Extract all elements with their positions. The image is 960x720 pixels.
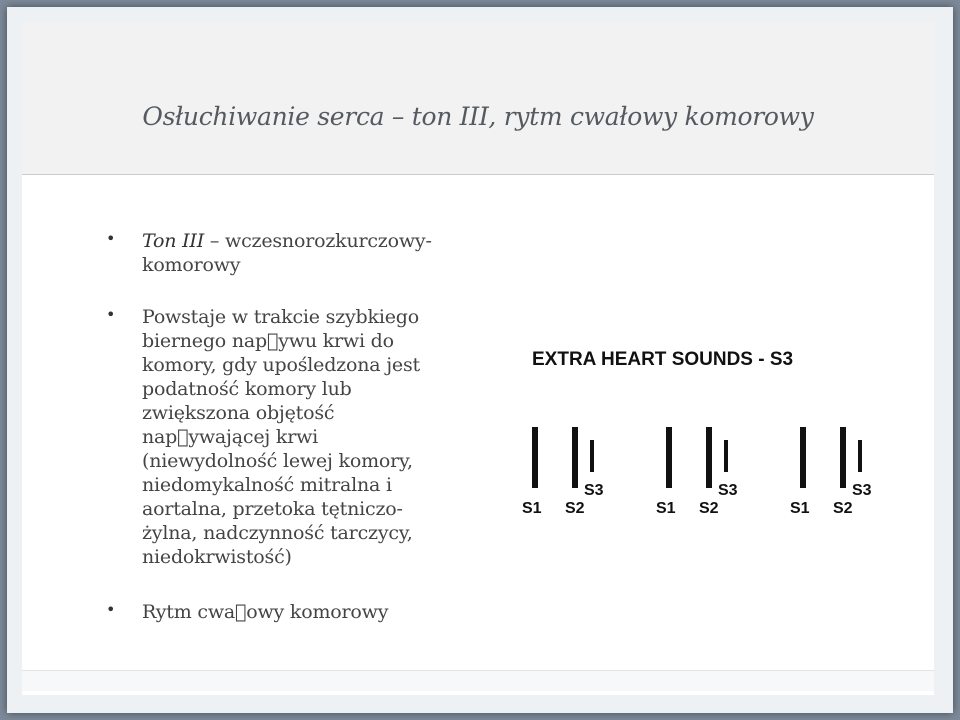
s1-bar: [800, 427, 806, 488]
s3-label: S3: [584, 482, 604, 499]
footer-strip: [22, 670, 934, 691]
bullet-marker: •: [106, 229, 116, 248]
s3-label: S3: [718, 482, 738, 499]
bullet-text: Powstaje w trakcie szybkiego biernego nap ywu krwi do komory, gdy upośledzona jest podatność komory lub zwiększona objętość nap ywającej krwi (niewydolność lewej komory, niedomykalność mitralna i aortalna, przetoka tętniczo-żylna, nadczynność tarczycy, niedokrwistość): [142, 306, 420, 568]
s1-label: S1: [790, 500, 810, 517]
bullet-text: Rytm cwa owy komorowy: [142, 601, 389, 623]
s3-bar: [590, 440, 594, 472]
s1-bar: [666, 427, 672, 488]
content-area: [22, 175, 934, 695]
s1-bar: [532, 427, 538, 488]
bullet-term: Ton III: [142, 230, 205, 252]
diagram-title: EXTRA HEART SOUNDS - S3: [532, 349, 794, 370]
s2-bar: [840, 427, 846, 488]
s2-bar: [572, 427, 578, 488]
s2-bar: [706, 427, 712, 488]
title-band: [22, 22, 934, 175]
bullet-text: [142, 229, 452, 277]
s3-bar: [724, 440, 728, 472]
s3-bar: [858, 440, 862, 472]
slide-title: Osłuchiwanie serca – ton III, rytm cwałowy komorowy: [142, 102, 814, 131]
s2-label: S2: [699, 500, 719, 517]
bullet-rest: – wczesnorozkurczowy-komorowy: [142, 230, 432, 276]
bullet-marker: •: [106, 305, 116, 324]
s3-heart-sounds-diagram: [522, 345, 902, 517]
s1-label: S1: [656, 500, 676, 517]
diagram-groups: [522, 427, 872, 517]
s2-label: S2: [565, 500, 585, 517]
bullet-marker: •: [106, 600, 116, 619]
s3-diagram-svg: [522, 345, 902, 517]
s1-label: S1: [522, 500, 542, 517]
s3-label: S3: [852, 482, 872, 499]
s2-label: S2: [833, 500, 853, 517]
